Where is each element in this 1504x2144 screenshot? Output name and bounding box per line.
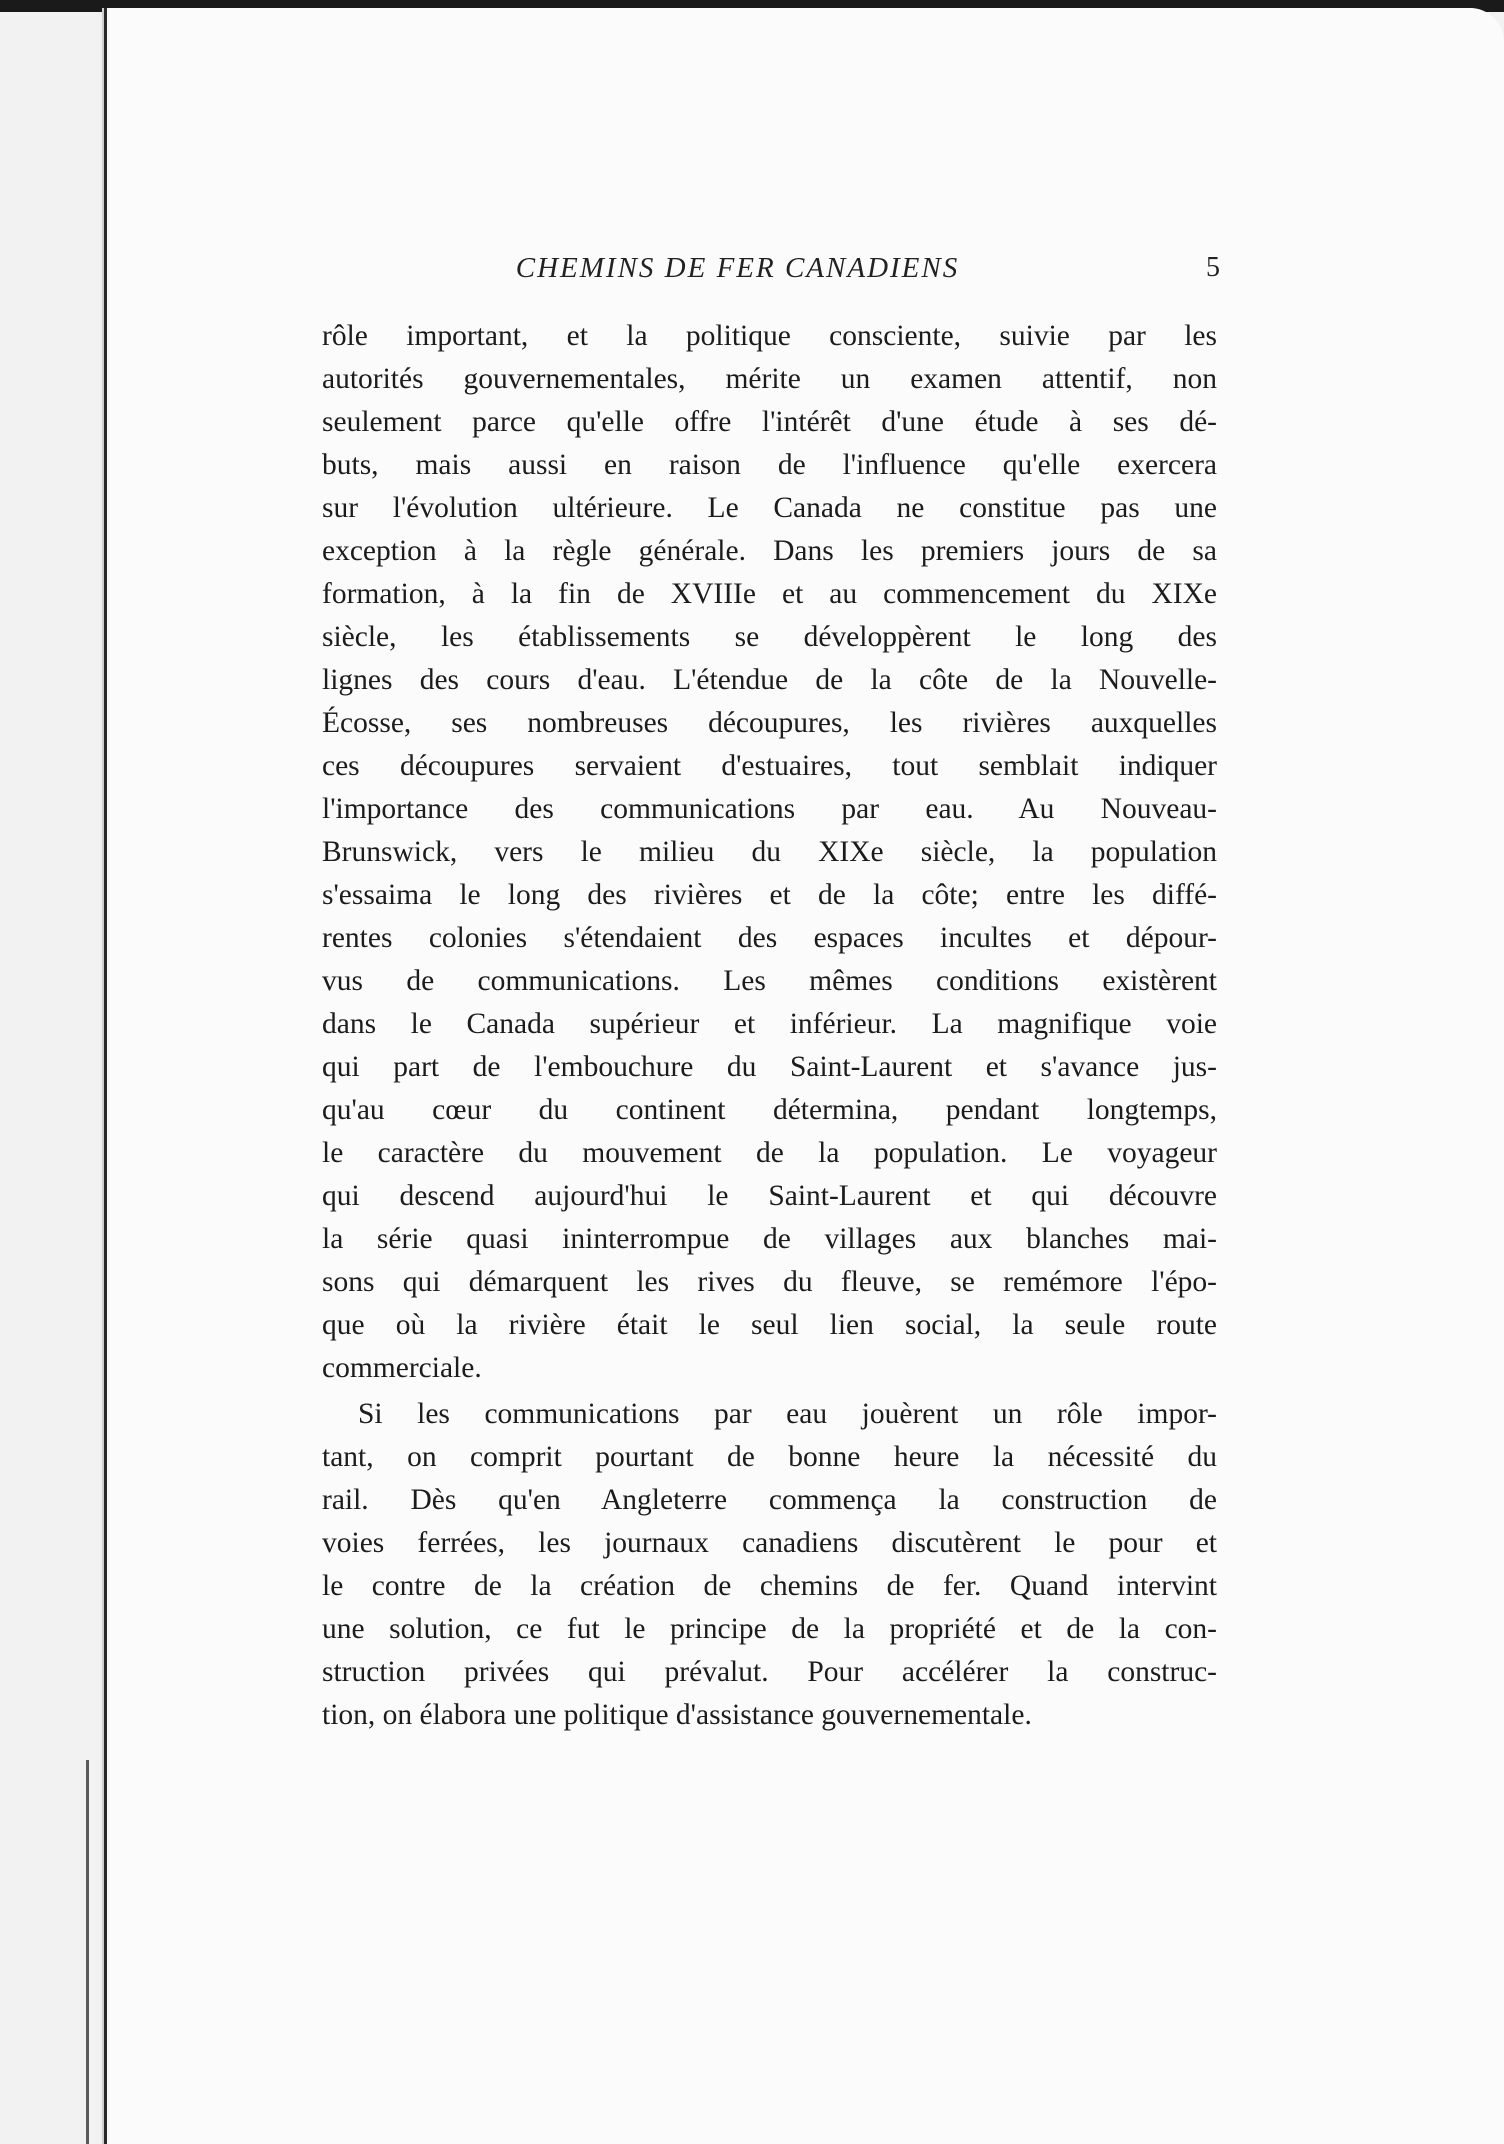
paragraph-1 bbox=[322, 315, 1217, 1390]
text-line: Brunswick, vers le milieu du XIXe siècle, la population bbox=[322, 836, 1217, 868]
text-line: buts, mais aussi en raison de l'influence qu'elle exercera bbox=[322, 449, 1217, 481]
text-line: vus de communications. Les mêmes conditions existèrent bbox=[322, 965, 1217, 997]
text-line: sons qui démarquent les rives du fleuve, se remémore l'épo- bbox=[322, 1266, 1217, 1298]
text-line: la série quasi ininterrompue de villages aux blanches mai- bbox=[322, 1223, 1217, 1255]
text-line: tion, on élabora une politique d'assistance gouvernementale. bbox=[322, 1699, 1032, 1731]
text-line: formation, à la fin de XVIIIe et au commencement du XIXe bbox=[322, 578, 1217, 610]
text-line: rentes colonies s'étendaient des espaces incultes et dépour- bbox=[322, 922, 1217, 954]
text-line: l'importance des communications par eau. Au Nouveau- bbox=[322, 793, 1217, 825]
text-line: lignes des cours d'eau. L'étendue de la côte de la Nouvelle- bbox=[322, 664, 1217, 696]
text-line: qui part de l'embouchure du Saint-Laurent et s'avance jus- bbox=[322, 1051, 1217, 1083]
text-line: une solution, ce fut le principe de la propriété et de la con- bbox=[322, 1613, 1217, 1645]
text-line: commerciale. bbox=[322, 1352, 482, 1384]
body-text bbox=[322, 315, 1217, 1737]
text-line: exception à la règle générale. Dans les premiers jours de sa bbox=[322, 535, 1217, 567]
page-gutter-edge bbox=[104, 8, 107, 2144]
text-line: sur l'évolution ultérieure. Le Canada ne constitue pas une bbox=[322, 492, 1217, 524]
text-line: que où la rivière était le seul lien social, la seule route bbox=[322, 1309, 1217, 1341]
text-line: dans le Canada supérieur et inférieur. La magnifique voie bbox=[322, 1008, 1217, 1040]
page-gutter-shadow bbox=[86, 1760, 89, 2144]
text-line: autorités gouvernementales, mérite un examen attentif, non bbox=[322, 363, 1217, 395]
text-line: le contre de la création de chemins de fer. Quand intervint bbox=[322, 1570, 1217, 1602]
text-line: rail. Dès qu'en Angleterre commença la construction de bbox=[322, 1484, 1217, 1516]
running-title: CHEMINS DE FER CANADIENS bbox=[515, 252, 960, 284]
text-line: rôle important, et la politique consciente, suivie par les bbox=[322, 320, 1217, 352]
text-line: struction privées qui prévalut. Pour accélérer la construc- bbox=[322, 1656, 1217, 1688]
paragraph-2 bbox=[322, 1393, 1217, 1737]
text-line: qu'au cœur du continent détermina, pendant longtemps, bbox=[322, 1094, 1217, 1126]
text-line: qui descend aujourd'hui le Saint-Laurent et qui découvre bbox=[322, 1180, 1217, 1212]
text-line: ces découpures servaient d'estuaires, tout semblait indiquer bbox=[322, 750, 1217, 782]
running-head bbox=[325, 248, 1220, 288]
text-line: Si les communications par eau jouèrent un rôle impor- bbox=[358, 1398, 1217, 1430]
text-line: tant, on comprit pourtant de bonne heure la nécessité du bbox=[322, 1441, 1217, 1473]
text-line: siècle, les établissements se développèrent le long des bbox=[322, 621, 1217, 653]
text-line: voies ferrées, les journaux canadiens discutèrent le pour et bbox=[322, 1527, 1217, 1559]
text-line: s'essaima le long des rivières et de la côte; entre les diffé- bbox=[322, 879, 1217, 911]
text-line: le caractère du mouvement de la population. Le voyageur bbox=[322, 1137, 1217, 1169]
text-line: seulement parce qu'elle offre l'intérêt d'une étude à ses dé- bbox=[322, 406, 1217, 438]
page-number: 5 bbox=[1206, 252, 1220, 283]
text-line: Écosse, ses nombreuses découpures, les rivières auxquelles bbox=[322, 707, 1217, 739]
